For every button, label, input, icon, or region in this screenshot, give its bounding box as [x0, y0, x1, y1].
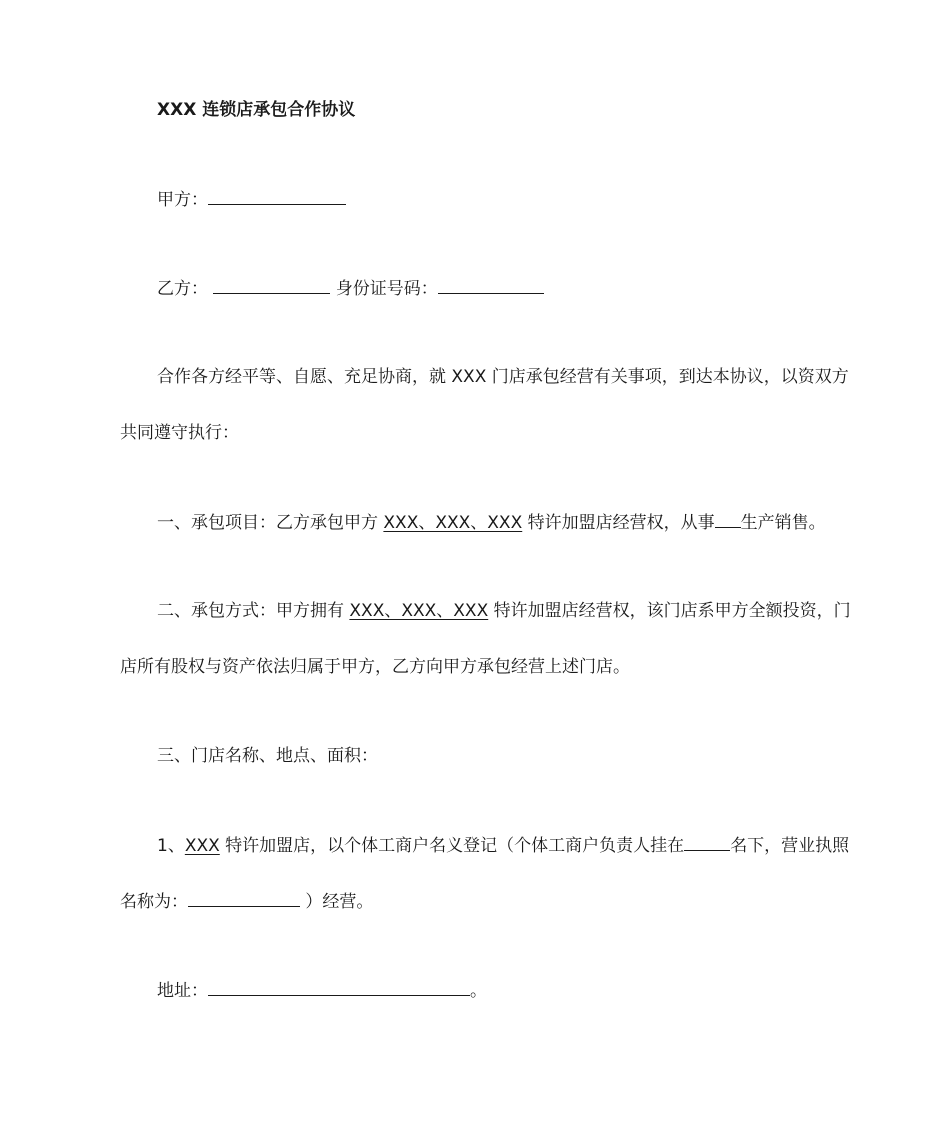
item-1-suffix: 名下，营业执照: [730, 836, 850, 856]
address-blank: [208, 979, 470, 996]
section-3-heading: 三、门店名称、地点、面积：: [157, 746, 378, 766]
party-b-blank: [213, 277, 330, 294]
section-1-contract-item: [157, 511, 895, 534]
item-1-line-2: [120, 890, 895, 913]
document-title: XXX 连锁店承包合作协议: [157, 100, 356, 120]
section-2-prefix: 二、承包方式：甲方拥有: [157, 601, 350, 621]
section-2-brands: XXX、XXX、XXX: [349, 601, 489, 621]
section-1-suffix: 生产销售。: [740, 513, 826, 533]
intro-paragraph-line-1: 合作各方经平等、自愿、充足协商，就 XXX 门店承包经营有关事项，到达本协议，以资双方: [157, 367, 849, 387]
section-1-blank: [715, 511, 741, 528]
id-number-label: 身份证号码：: [335, 279, 438, 299]
address-label: 地址：: [157, 981, 208, 1001]
item-1-brand: XXX: [184, 836, 220, 856]
license-name-blank: [188, 890, 300, 907]
item-1-line-2-suffix: ）经营。: [305, 892, 374, 912]
section-2-line-2: 店所有股权与资产依法归属于甲方，乙方向甲方承包经营上述门店。: [120, 657, 630, 677]
party-b-label: 乙方：: [157, 279, 208, 299]
intro-paragraph-line-2: 共同遵守执行：: [120, 423, 239, 443]
party-a-line: [157, 188, 895, 211]
address-end: 。: [470, 981, 487, 1001]
item-1-owner-blank: [684, 834, 730, 851]
party-b-line: [157, 277, 895, 300]
section-2-suffix: 特许加盟店经营权，该门店系甲方全额投资，门: [488, 601, 851, 621]
item-1-line-1: [157, 834, 895, 857]
id-number-blank: [438, 277, 544, 294]
item-1-middle: 特许加盟店，以个体工商户名义登记（个体工商户负责人挂在: [219, 836, 685, 856]
section-1-middle: 特许加盟店经营权，从事: [522, 513, 715, 533]
item-1-number: 1、: [157, 836, 185, 856]
license-name-label: 名称为：: [120, 892, 188, 912]
address-line: [157, 979, 895, 1002]
section-2-line-1: [157, 600, 895, 622]
party-a-label: 甲方：: [157, 190, 208, 210]
party-a-blank: [208, 188, 346, 205]
section-1-brands: XXX、XXX、XXX: [383, 513, 523, 533]
section-1-prefix: 一、承包项目：乙方承包甲方: [157, 513, 384, 533]
